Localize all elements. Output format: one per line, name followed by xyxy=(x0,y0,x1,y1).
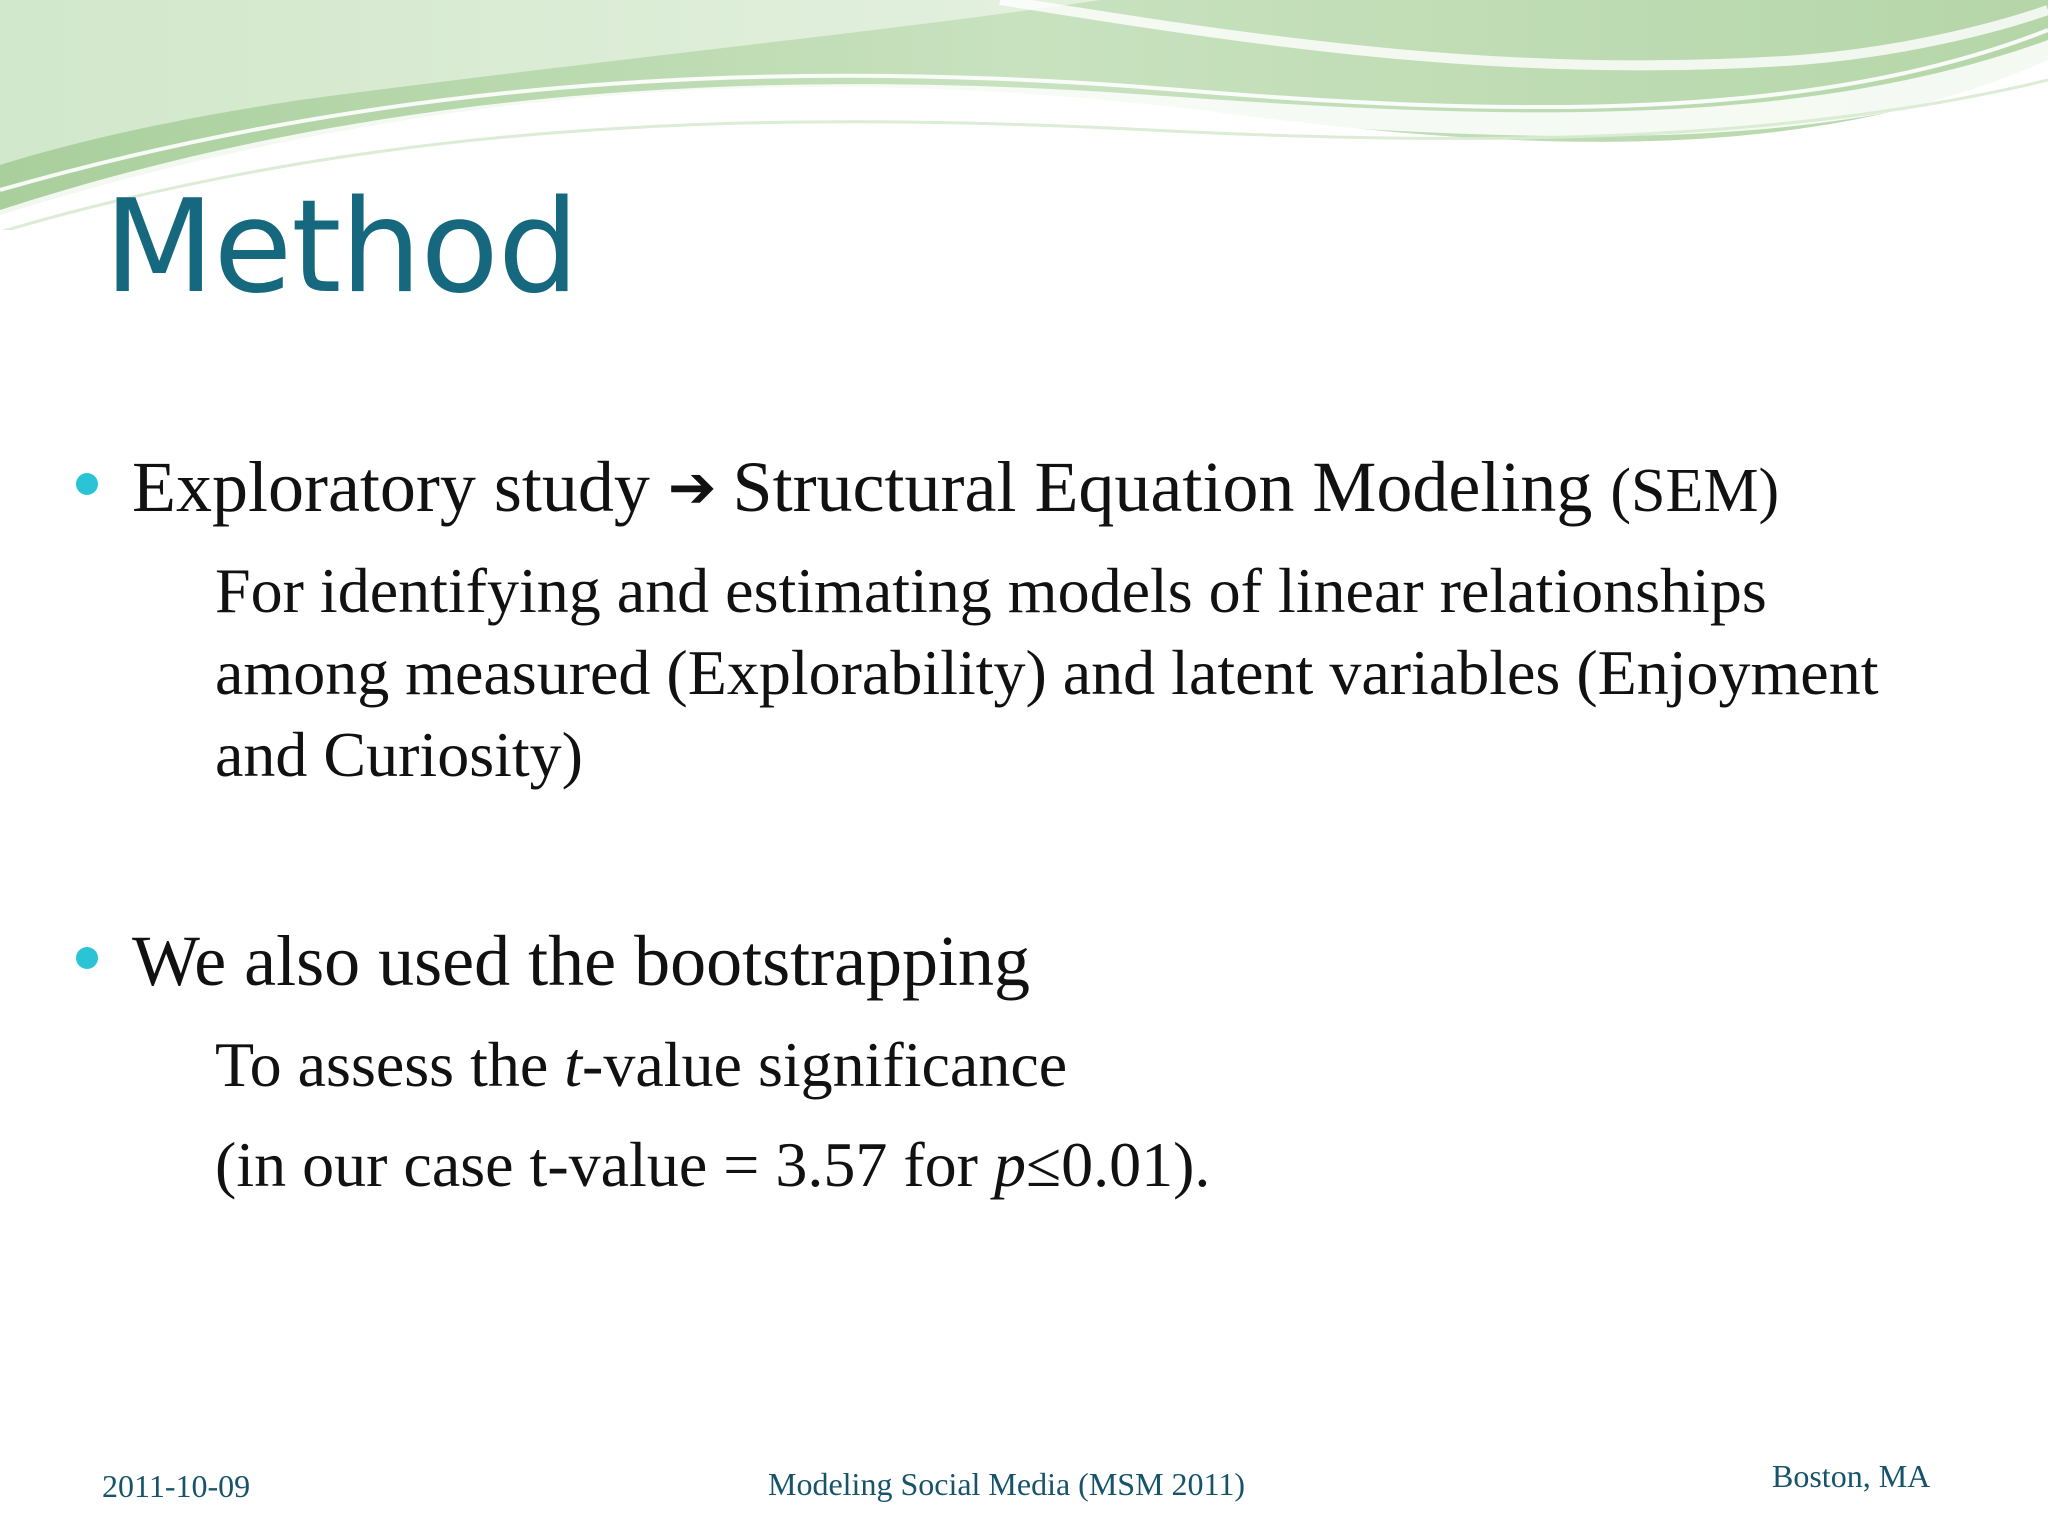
sub-line-2-after: ≤0.01). xyxy=(1025,1129,1211,1200)
bullet-text-after: Structural Equation Modeling xyxy=(732,447,1593,527)
bullet-text-before: Exploratory study xyxy=(132,447,650,527)
footer-date: 2011-10-09 xyxy=(102,1468,251,1504)
footer-location: Boston, MA xyxy=(1772,1458,1931,1494)
sub-line-2-italic: p xyxy=(993,1129,1026,1200)
arrow-right-icon: ➔ xyxy=(667,453,717,521)
footer-conference: Modeling Social Media (MSM 2011) xyxy=(768,1466,1245,1502)
bullet-dot-icon xyxy=(76,473,98,495)
sub-line-1-after: -value significance xyxy=(582,1029,1068,1100)
sub-text-bootstrapping xyxy=(215,1024,1210,1206)
sub-line-1-before: To assess the xyxy=(215,1029,565,1100)
sub-line-1-italic: t xyxy=(564,1029,583,1100)
slide-title: Method xyxy=(104,173,579,322)
bullet-text xyxy=(132,448,1779,527)
sub-paragraph: For identifying and estimating models of linear relationships among measured (Explorability) and latent variables (Enjoyment and Curiosity) xyxy=(215,555,1879,790)
bullet-item-sem xyxy=(76,448,1779,527)
sub-line-2 xyxy=(215,1124,1210,1206)
bullet-item-bootstrapping xyxy=(76,922,1030,1001)
bullet-dot-icon xyxy=(76,947,98,969)
bullet-text: We also used the bootstrapping xyxy=(132,921,1031,1001)
sub-text-sem-description xyxy=(215,550,1915,796)
sub-line-2-before: (in our case t-value = 3.57 for xyxy=(215,1129,994,1200)
bullet-acronym: (SEM) xyxy=(1610,457,1780,525)
sub-line-1 xyxy=(215,1024,1210,1106)
